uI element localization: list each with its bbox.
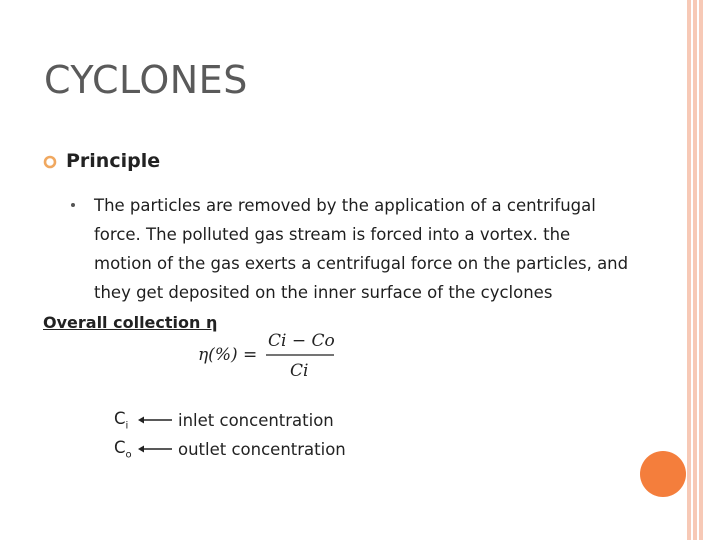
paragraph-line: The particles are removed by the application of a centrifugal — [94, 196, 596, 215]
arrow-left-icon — [138, 443, 174, 455]
legend-symbol: $C_i$ — [114, 408, 129, 432]
legend-symbol: $C_o$ — [114, 437, 132, 461]
formula-numerator: Ci − Co — [268, 331, 335, 351]
overall-collection-label: Overall collection η — [43, 313, 218, 332]
arrow-left-icon — [138, 414, 174, 426]
section-heading: Principle — [66, 150, 161, 172]
dot-bullet-icon — [71, 203, 75, 207]
principle-paragraph — [94, 191, 634, 307]
decorative-border-left — [687, 0, 691, 540]
decorative-border-right — [699, 0, 703, 540]
slide-title: CYCLONES — [44, 58, 248, 102]
ring-bullet-icon — [43, 155, 57, 169]
paragraph-line: force. The polluted gas stream is forced into a vortex. the — [94, 225, 571, 244]
decorative-orange-circle — [640, 451, 686, 497]
formula-lhs: η(%) = — [198, 345, 258, 365]
legend-row-outlet — [114, 437, 346, 461]
paragraph-line: motion of the gas exerts a centrifugal force on the particles, and — [94, 254, 629, 273]
decorative-border-middle — [693, 0, 697, 540]
legend-text: outlet concentration — [178, 439, 346, 459]
efficiency-formula — [198, 326, 338, 382]
formula-denominator: Ci — [290, 361, 309, 381]
legend-text: inlet concentration — [178, 410, 334, 430]
legend-row-inlet — [114, 408, 334, 432]
paragraph-line: they get deposited on the inner surface of the cyclones — [94, 283, 553, 302]
